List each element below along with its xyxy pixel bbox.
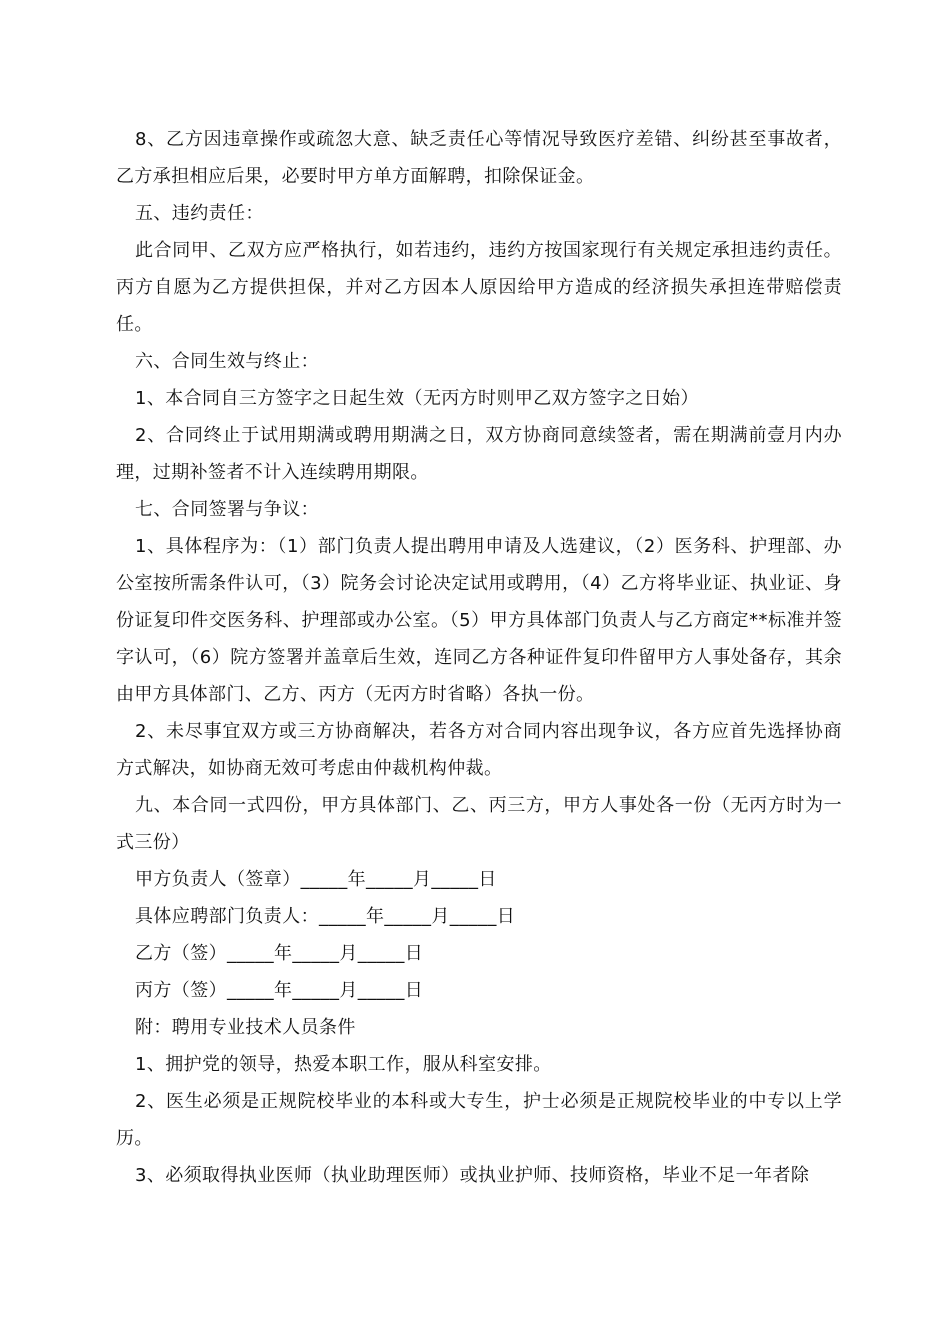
condition-1: 1、拥护党的领导，热爱本职工作，服从科室安排。 — [135, 1054, 552, 1075]
effect-clause-2: 2、合同终止于试用期满或聘用期满之日，双方协商同意续签者，需在期满前壹月内办理，过期补签者不计入连续聘用期限。 — [116, 425, 842, 483]
document-body — [116, 121, 842, 1194]
condition-2: 2、医生必须是正规院校毕业的本科或大专生，护士必须是正规院校毕业的中专以上学历。 — [116, 1091, 842, 1149]
signature-line-party-b: 乙方（签）_____年_____月_____日 — [135, 943, 424, 964]
appendix-heading: 附：聘用专业技术人员条件 — [135, 1017, 356, 1038]
signing-clause-1: 1、具体程序为：（1）部门负责人提出聘用申请及人选建议，（2）医务科、护理部、办公室按所需条件认可，（3）院务会讨论决定试用或聘用，（4）乙方将毕业证、执业证、身份证复印件交医务科、护理部或办公室。（5）甲方具体部门负责人与乙方商定**标准并签字认可，（6）院方签署并盖章后生效，连同乙方各种证件复印件留甲方人事处备存，其余由甲方具体部门、乙方、丙方（无丙方时省略）各执一份。 — [116, 536, 842, 705]
section-6-heading: 六、合同生效与终止： — [135, 351, 319, 372]
section-9-paragraph: 九、本合同一式四份，甲方具体部门、乙、丙三方，甲方人事处各一份（无丙方时为一式三份） — [116, 795, 842, 853]
condition-3: 3、必须取得执业医师（执业助理医师）或执业护师、技师资格，毕业不足一年者除 — [135, 1165, 810, 1186]
signature-line-party-c: 丙方（签）_____年_____月_____日 — [135, 980, 424, 1001]
signature-line-party-a: 甲方负责人（签章）_____年_____月_____日 — [135, 869, 497, 890]
section-5-heading: 五、违约责任： — [135, 203, 264, 224]
signing-clause-2: 2、未尽事宜双方或三方协商解决，若各方对合同内容出现争议，各方应首先选择协商方式解决，如协商无效可考虑由仲裁机构仲裁。 — [116, 721, 842, 779]
section-7-heading: 七、合同签署与争议： — [135, 499, 319, 520]
clause-8-paragraph: 8、乙方因违章操作或疏忽大意、缺乏责任心等情况导致医疗差错、纠纷甚至事故者，乙方承担相应后果，必要时甲方单方面解聘，扣除保证金。 — [116, 129, 842, 187]
effect-clause-1: 1、本合同自三方签字之日起生效（无丙方时则甲乙双方签字之日始） — [135, 388, 699, 409]
breach-paragraph: 此合同甲、乙双方应严格执行，如若违约，违约方按国家现行有关规定承担违约责任。丙方自愿为乙方提供担保，并对乙方因本人原因给甲方造成的经济损失承担连带赔偿责任。 — [116, 240, 842, 335]
signature-line-department: 具体应聘部门负责人：_____年_____月_____日 — [135, 906, 516, 927]
